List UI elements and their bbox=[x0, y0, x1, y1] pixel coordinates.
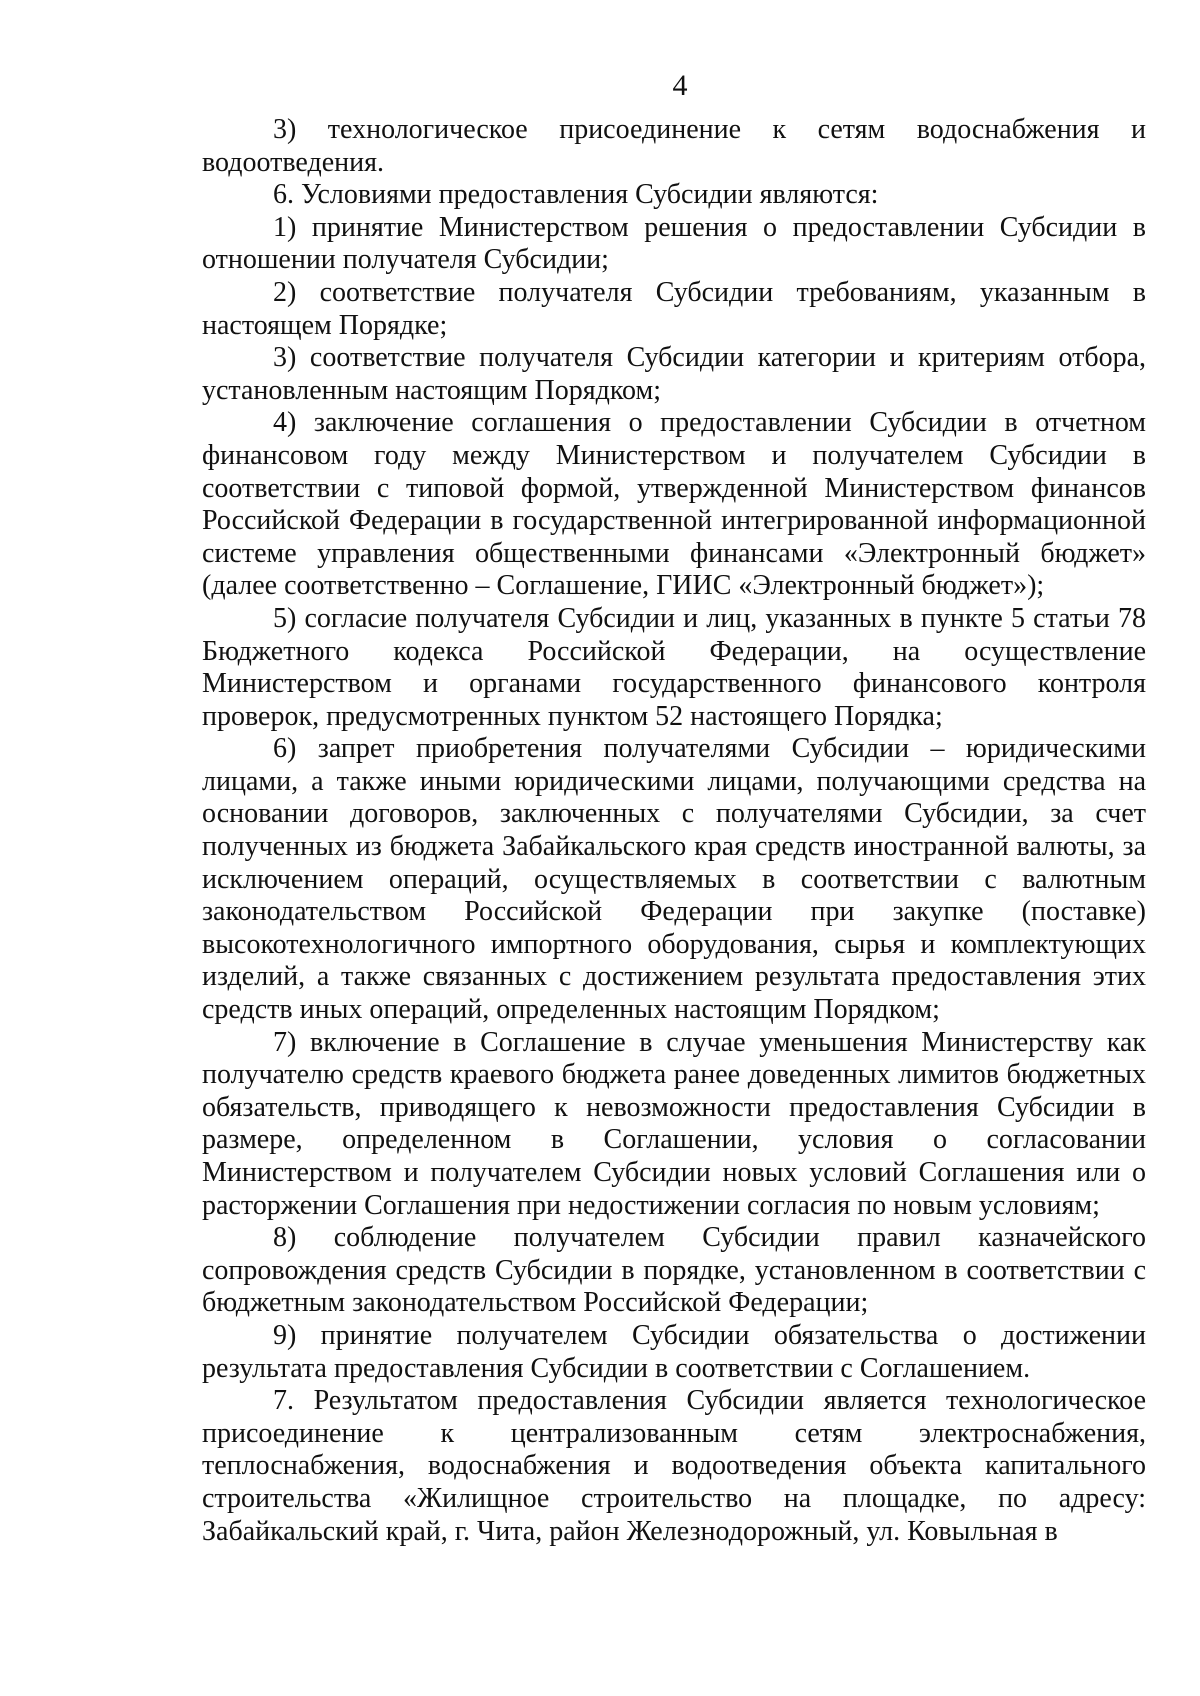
paragraph-condition-9: 9) принятие получателем Субсидии обязательства о достижении результата предоставления Субсидии в соответствии с Соглашением. bbox=[202, 1319, 1146, 1384]
paragraph-condition-5: 5) согласие получателя Субсидии и лиц, указанных в пункте 5 статьи 78 Бюджетного кодекса Российской Федерации, на осуществление Министерством и органами государственного финансового контроля проверок, предусмотренных пунктом 52 настоящего Порядка; bbox=[202, 602, 1146, 732]
paragraph-section-7-result: 7. Результатом предоставления Субсидии является технологическое присоединение к централизованным сетям электроснабжения, теплоснабжения, водоснабжения и водоотведения объекта капитального строительства «Жилищное строительство на площадке, по адресу: Забайкальский край, г. Чита, район Железнодорожный, ул. Ковыльная в bbox=[202, 1385, 1146, 1547]
paragraph-condition-3: 3) соответствие получателя Субсидии категории и критериям отбора, установленным настоящим Порядком; bbox=[202, 342, 1146, 406]
page-number: 4 bbox=[672, 69, 688, 102]
paragraph-condition-7: 7) включение в Соглашение в случае уменьшения Министерству как получателю средств краевого бюджета ранее доведенных лимитов бюджетных обязательств, приводящего к невозможности предоставления Субсидии в размере, определенном в Соглашении, условия о согласовании Министерством и получателем Субсидии новых условий Соглашения или о расторжении Соглашения при недостижении согласия по новым условиям; bbox=[202, 1026, 1146, 1221]
paragraph-condition-4: 4) заключение соглашения о предоставлении Субсидии в отчетном финансовом году между Министерством и получателем Субсидии в соответствии с типовой формой, утвержденной Министерством финансов Российской Федерации в государственной интегрированной информационной системе управления общественными финансами «Электронный бюджет» (далее соответственно – Соглашение, ГИИС «Электронный бюджет»); bbox=[202, 407, 1146, 602]
paragraph-section-6-heading: 6. Условиями предоставления Субсидии являются: bbox=[273, 179, 879, 211]
paragraph-condition-2: 2) соответствие получателя Субсидии требованиям, указанным в настоящем Порядке; bbox=[202, 276, 1146, 341]
paragraph-condition-8: 8) соблюдение получателем Субсидии правил казначейского сопровождения средств Субсидии в порядке, установленном в соответствии с бюджетным законодательством Российской Федерации; bbox=[202, 1222, 1146, 1319]
paragraph-condition-6: 6) запрет приобретения получателями Субсидии – юридическими лицами, а также иными юридическими лицами, получающими средства на основании договоров, заключенных с получателями Субсидии, за счет полученных из бюджета Забайкальского края средств иностранной валюты, за исключением операций, осуществляемых в соответствии с валютным законодательством Российской Федерации при закупке (поставке) высокотехнологичного импортного оборудования, сырья и комплектующих изделий, а также связанных с достижением результата предоставления этих средств иных операций, определенных настоящим Порядком; bbox=[202, 733, 1146, 1026]
paragraph-item-3-connection-water: 3) технологическое присоединение к сетям водоснабжения и водоотведения. bbox=[202, 114, 1146, 178]
paragraph-condition-1: 1) принятие Министерством решения о предоставлении Субсидии в отношении получателя Субсидии; bbox=[202, 211, 1146, 276]
document-body bbox=[202, 114, 1146, 1548]
